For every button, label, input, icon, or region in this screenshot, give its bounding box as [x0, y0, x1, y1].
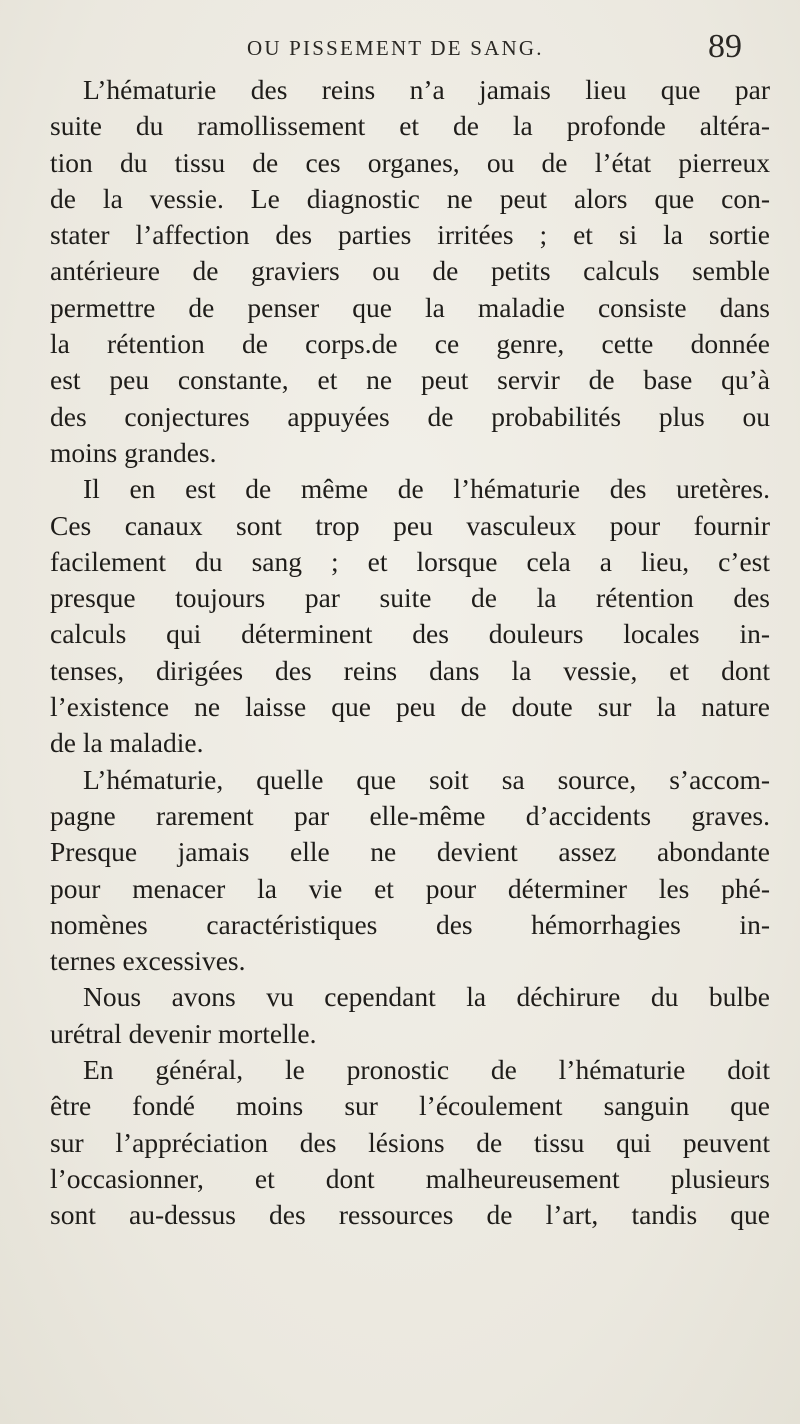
text-line: urétral devenir mortelle.: [50, 1017, 317, 1049]
text-line: des conjectures appuyées de probabilités plus ou: [50, 400, 770, 432]
text-line: nomènes caractéristiques des hémorrhagies in-: [50, 908, 770, 940]
text-line: Presque jamais elle ne devient assez abondante: [50, 836, 770, 868]
text-line: Ces canaux sont trop peu vasculeux pour fournir: [50, 509, 770, 541]
running-title: OU PISSEMENT DE SANG.: [247, 36, 544, 60]
paragraph: [50, 762, 770, 980]
text-line: stater l’affection des parties irritées ; et si la sortie: [50, 219, 770, 251]
text-line: antérieure de graviers ou de petits calculs semble: [50, 255, 770, 287]
text-line: tenses, dirigées des reins dans la vessie, et dont: [50, 654, 770, 686]
text-line: presque toujours par suite de la rétention des: [50, 582, 770, 614]
text-line: tion du tissu de ces organes, ou de l’état pierreux: [50, 146, 770, 178]
text-line: sur l’appréciation des lésions de tissu qui peuvent: [50, 1126, 770, 1158]
text-line: de la vessie. Le diagnostic ne peut alors que con-: [50, 182, 770, 214]
text-line: calculs qui déterminent des douleurs locales in-: [50, 618, 770, 650]
text-line: la rétention de corps.de ce genre, cette donnée: [50, 328, 770, 360]
text-line: sont au-dessus des ressources de l’art, tandis que: [50, 1199, 770, 1231]
paragraph: [50, 979, 770, 1052]
text-line: de la maladie.: [50, 727, 204, 759]
running-head: [0, 28, 800, 68]
paragraph: [50, 1052, 770, 1233]
page-number: 89: [708, 28, 742, 65]
body-text: [50, 72, 770, 1234]
text-line: est peu constante, et ne peut servir de base qu’à: [50, 364, 770, 396]
text-line: permettre de penser que la maladie consiste dans: [50, 291, 770, 323]
paragraph: [50, 471, 770, 761]
text-line: En général, le pronostic de l’hématurie doit: [83, 1054, 770, 1086]
text-line: L’hématurie, quelle que soit sa source, s’accom-: [83, 763, 770, 795]
text-line: moins grandes.: [50, 436, 217, 468]
text-line: pagne rarement par elle-même d’accidents graves.: [50, 799, 770, 831]
text-line: l’existence ne laisse que peu de doute sur la nature: [50, 691, 770, 723]
text-line: Nous avons vu cependant la déchirure du bulbe: [83, 981, 770, 1013]
text-line: Il en est de même de l’hématurie des uretères.: [83, 473, 770, 505]
text-line: pour menacer la vie et pour déterminer les phé-: [50, 872, 770, 904]
text-line: L’hématurie des reins n’a jamais lieu que par: [83, 74, 770, 105]
text-line: facilement du sang ; et lorsque cela a lieu, c’est: [50, 545, 770, 577]
text-line: suite du ramollissement et de la profonde altéra-: [50, 110, 770, 142]
text-line: être fondé moins sur l’écoulement sanguin que: [50, 1090, 770, 1122]
text-line: l’occasionner, et dont malheureusement plusieurs: [50, 1162, 770, 1194]
text-line: ternes excessives.: [50, 945, 246, 977]
paragraph: [50, 72, 770, 471]
